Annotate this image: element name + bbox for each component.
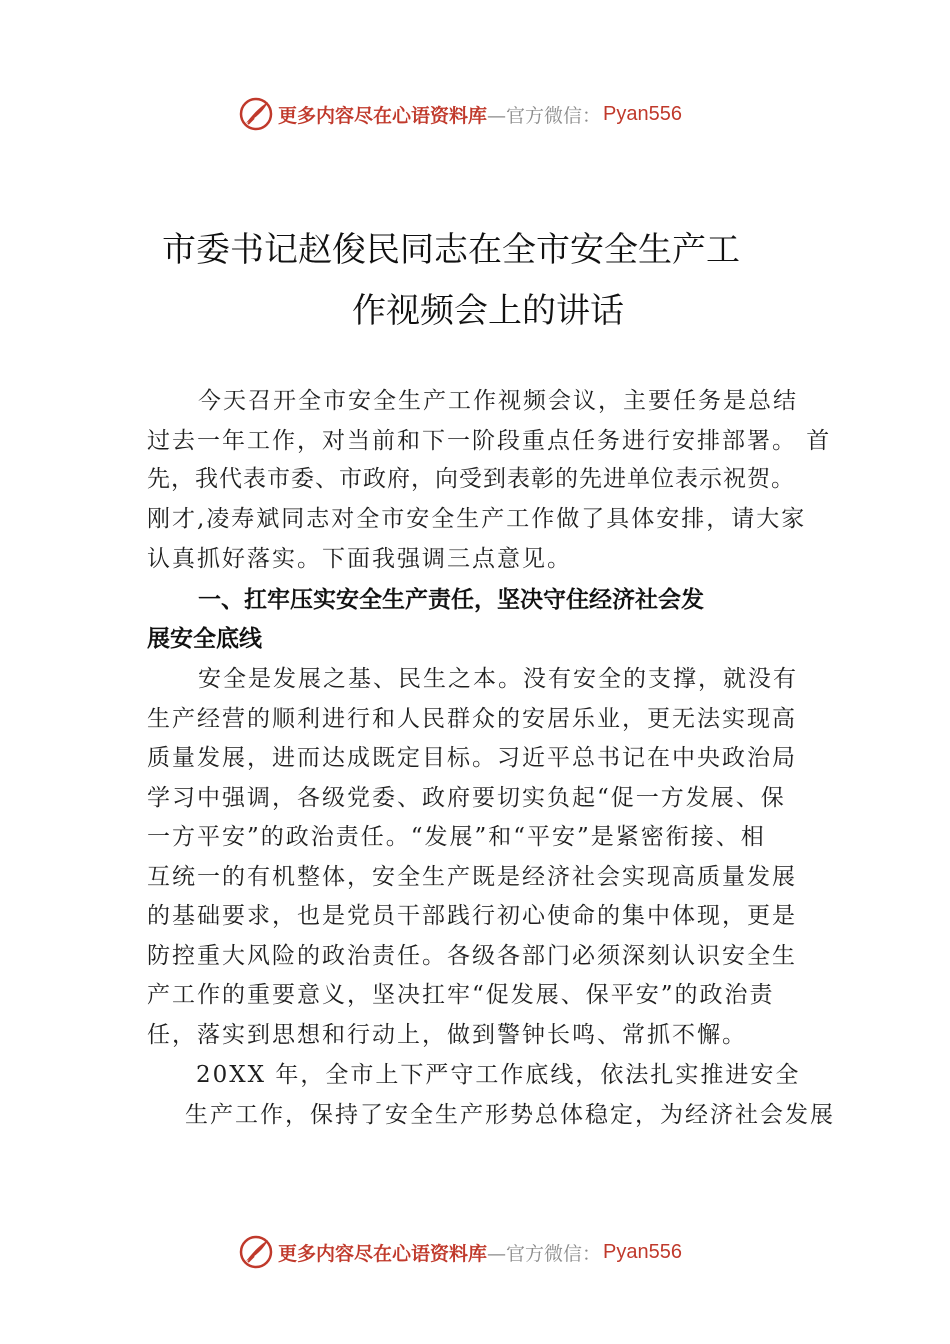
paragraph-2-line: 学习中强调，各级党委、政府要切实负起“促一方发展、保 — [147, 785, 786, 811]
document-title-line-1: 市委书记赵俊民同志在全市安全生产工 — [162, 230, 740, 270]
watermark-wechat-id: Pyan556 — [603, 102, 682, 125]
document-title-line-2: 作视频会上的讲话 — [352, 291, 624, 331]
paragraph-2-line: 生产经营的顺利进行和人民群众的安居乐业，更无法实现高 — [147, 706, 797, 732]
paragraph-1-line: 今天召开全市安全生产工作视频会议，主要任务是总结 — [198, 388, 798, 414]
paragraph-3-line: 20XX 年，全市上下严守工作底线，依法扎实推进安全 — [196, 1062, 801, 1088]
paragraph-2-line: 安全是发展之基、民生之本。没有安全的支撑，就没有 — [198, 666, 798, 692]
paragraph-1-line: 刚才,凌寿斌同志对全市安全生产工作做了具体安排，请大家 — [147, 506, 807, 532]
paragraph-2-line: 的基础要求，也是党员干部践行初心使命的集中体现，更是 — [147, 903, 797, 929]
watermark-wechat-label: —官方微信： — [487, 104, 602, 127]
paragraph-3-line: 生产工作，保持了安全生产形势总体稳定，为经济社会发展 — [185, 1102, 835, 1128]
section-heading-line-1: 一、扛牢压实安全生产责任，坚决守住经济社会发 — [198, 587, 704, 613]
paragraph-2-line: 防控重大风险的政治责任。各级各部门必须深刻认识安全生 — [147, 943, 797, 969]
paragraph-2-line: 产工作的重要意义，坚决扛牢“促发展、保平安”的政治责 — [147, 982, 775, 1008]
paragraph-2-line: 任，落实到思想和行动上，做到警钟长鸣、常抓不懈。 — [147, 1022, 747, 1048]
paragraph-2-line: 质量发展，进而达成既定目标。习近平总书记在中央政治局 — [147, 745, 797, 771]
paragraph-1-line: 先，我代表市委、市政府，向受到表彰的先进单位表示祝贺。 — [147, 466, 795, 492]
paragraph-1-line: 过去一年工作，对当前和下一阶段重点任务进行安排部署。 首 — [147, 428, 832, 454]
header-watermark — [238, 94, 682, 134]
watermark-wechat-id: Pyan556 — [603, 1240, 682, 1263]
watermark-library-text: 更多内容尽在心语资料库 — [278, 104, 488, 127]
watermark-library-text: 更多内容尽在心语资料库 — [278, 1242, 488, 1265]
quill-seal-icon — [238, 1234, 274, 1270]
watermark-wechat-label: —官方微信： — [487, 1242, 602, 1265]
paragraph-1-line: 认真抓好落实。下面我强调三点意见。 — [147, 546, 572, 572]
footer-watermark — [238, 1232, 682, 1272]
paragraph-2-line: 一方平安”的政治责任。“发展”和“平安”是紧密衔接、相 — [147, 824, 766, 850]
quill-seal-icon — [238, 96, 274, 132]
section-heading-line-2: 展安全底线 — [147, 626, 262, 652]
paragraph-2-line: 互统一的有机整体，安全生产既是经济社会实现高质量发展 — [147, 864, 797, 890]
